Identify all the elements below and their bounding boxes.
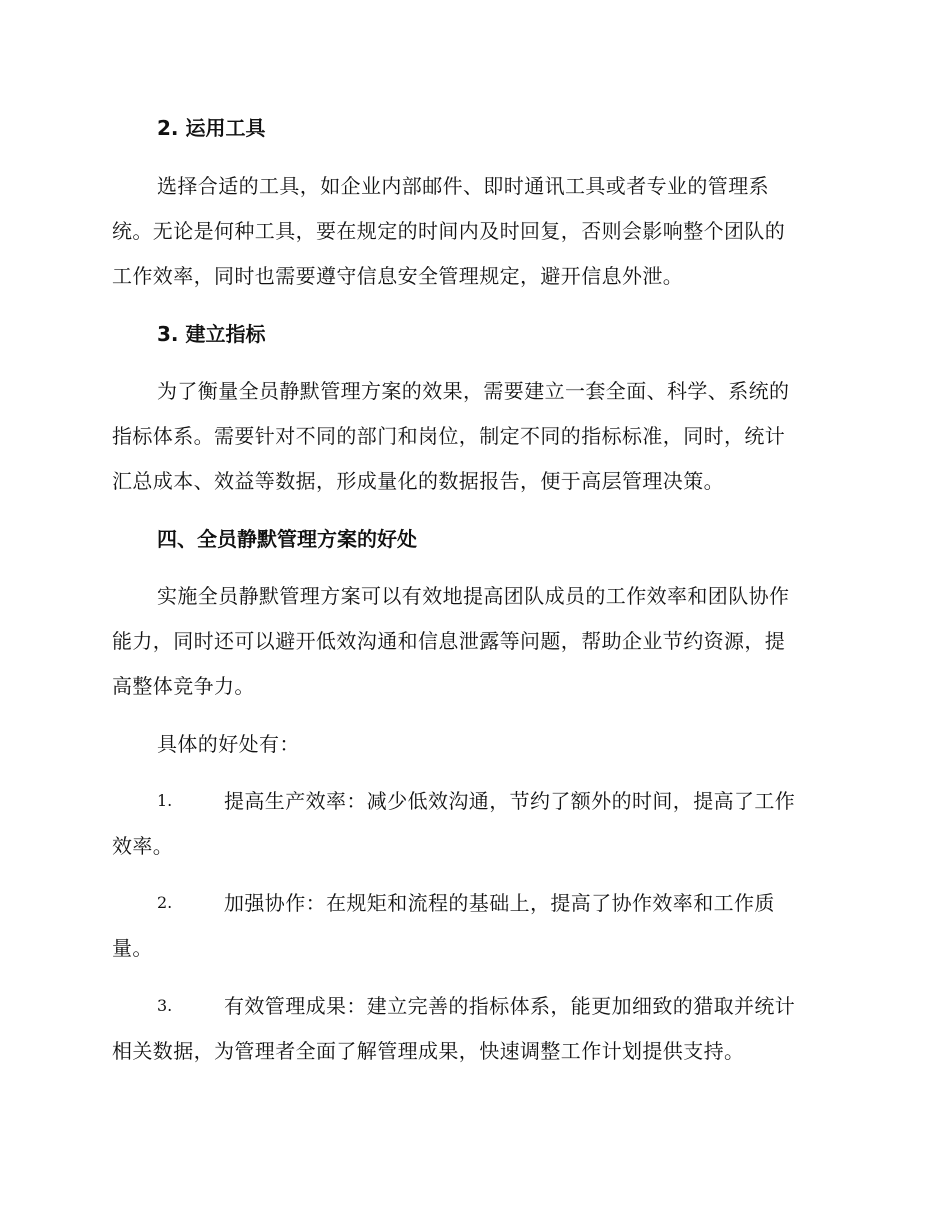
list-item-line: 相关数据，为管理者全面了解管理成果，快速调整工作计划提供支持。 xyxy=(112,1039,745,1063)
paragraph-line: 选择合适的工具，如企业内部邮件、即时通讯工具或者专业的管理系 xyxy=(157,174,769,198)
paragraph-line: 能力，同时还可以避开低效沟通和信息泄露等问题，帮助企业节约资源，提 xyxy=(112,629,786,653)
section-heading-tools: 2. 运用工具 xyxy=(157,116,266,140)
paragraph-line: 实施全员静默管理方案可以有效地提高团队成员的工作效率和团队协作 xyxy=(157,584,790,608)
paragraph-line: 工作效率，同时也需要遵守信息安全管理规定，避开信息外泄。 xyxy=(112,264,684,288)
benefits-intro: 具体的好处有： xyxy=(157,732,300,756)
section-heading-benefits: 四、全员静默管理方案的好处 xyxy=(157,527,417,551)
paragraph-line: 汇总成本、效益等数据，形成量化的数据报告，便于高层管理决策。 xyxy=(112,469,724,493)
paragraph-line: 为了衡量全员静默管理方案的效果，需要建立一套全面、科学、系统的 xyxy=(157,379,790,403)
list-item-line: 有效管理成果：建立完善的指标体系，能更加细致的猎取并统计 xyxy=(224,994,796,1018)
list-item-line: 量。 xyxy=(112,936,153,960)
list-number: 2. xyxy=(157,893,173,912)
section-heading-metrics: 3. 建立指标 xyxy=(157,322,266,346)
paragraph-line: 指标体系。需要针对不同的部门和岗位，制定不同的指标标准，同时，统计 xyxy=(112,424,786,448)
paragraph-line: 高整体竞争力。 xyxy=(112,674,255,698)
list-number: 1. xyxy=(157,791,173,810)
paragraph-line: 统。无论是何种工具，要在规定的时间内及时回复，否则会影响整个团队的 xyxy=(112,219,786,243)
list-item-line: 提高生产效率：减少低效沟通，节约了额外的时间，提高了工作 xyxy=(224,789,796,813)
list-item-line: 加强协作：在规矩和流程的基础上，提高了协作效率和工作质 xyxy=(224,891,775,915)
list-item-line: 效率。 xyxy=(112,834,174,858)
list-number: 3. xyxy=(157,996,173,1015)
